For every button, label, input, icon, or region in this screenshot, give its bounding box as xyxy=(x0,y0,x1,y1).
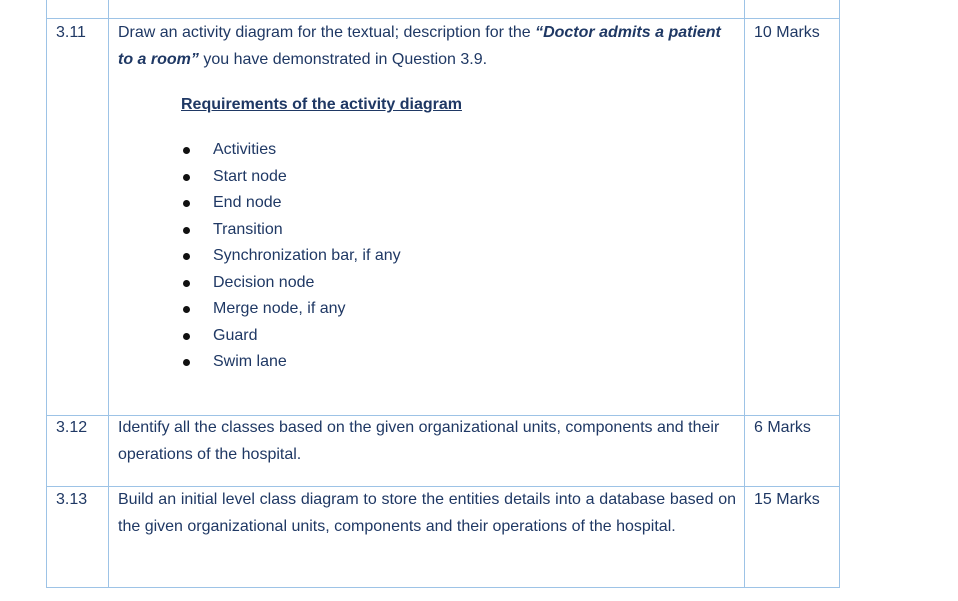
question-description: Identify all the classes based on the given organizational units, components and their operations of the hospital. xyxy=(118,419,720,463)
question-number: 3.11 xyxy=(56,24,86,41)
bullet-icon xyxy=(183,200,190,207)
bullet-icon xyxy=(183,280,190,287)
question-description xyxy=(118,19,736,73)
bullet-icon xyxy=(183,174,190,181)
table-border-left xyxy=(46,0,47,588)
question-marks: 6 Marks xyxy=(754,419,811,436)
question-description: Build an initial level class diagram to store the entities details into a database based on the given organizational units, components and their operations of the hospital. xyxy=(118,491,736,535)
table-border-right xyxy=(839,0,840,588)
question-table: 3.11 Draw an activity diagram for the textual; description for the “Doctor admits a patient to a room” you have demonstrated in Question 3.9. 10 Marks Requirements of the activity diagram Activities Start node End node Transition Synchronization bar, if any Decision node Merge node, if any Guard Swim lane 3.12 Identify all the classes based on the given organizational units, components and their operations of the hospital. 6 Marks 3.13 Build an initial level class diagram to store the entities details into a database based on the given organizational units, components and their operations of the hospital. 15 Marks xyxy=(0,0,958,601)
question-number: 3.12 xyxy=(56,419,88,436)
table-border-bottom xyxy=(46,587,840,588)
table-column-divider-number xyxy=(108,0,109,588)
question-marks: 10 Marks xyxy=(754,24,820,41)
bullet-icon xyxy=(183,147,190,154)
bullet-icon xyxy=(183,359,190,366)
requirements-heading: Requirements of the activity diagram xyxy=(181,96,462,113)
bullet-icon xyxy=(183,333,190,340)
question-number: 3.13 xyxy=(56,491,88,508)
bullet-icon xyxy=(183,253,190,260)
description-emphasis: “Doctor admits a patient to a room” xyxy=(118,24,721,68)
description-text: Draw an activity diagram for the textual; description for the xyxy=(118,24,536,41)
table-column-divider-marks xyxy=(744,0,745,588)
bullet-icon xyxy=(183,227,190,234)
description-text: you have demonstrated in Question 3.9. xyxy=(198,51,488,68)
bullet-icon xyxy=(183,306,190,313)
question-marks: 15 Marks xyxy=(754,491,820,508)
